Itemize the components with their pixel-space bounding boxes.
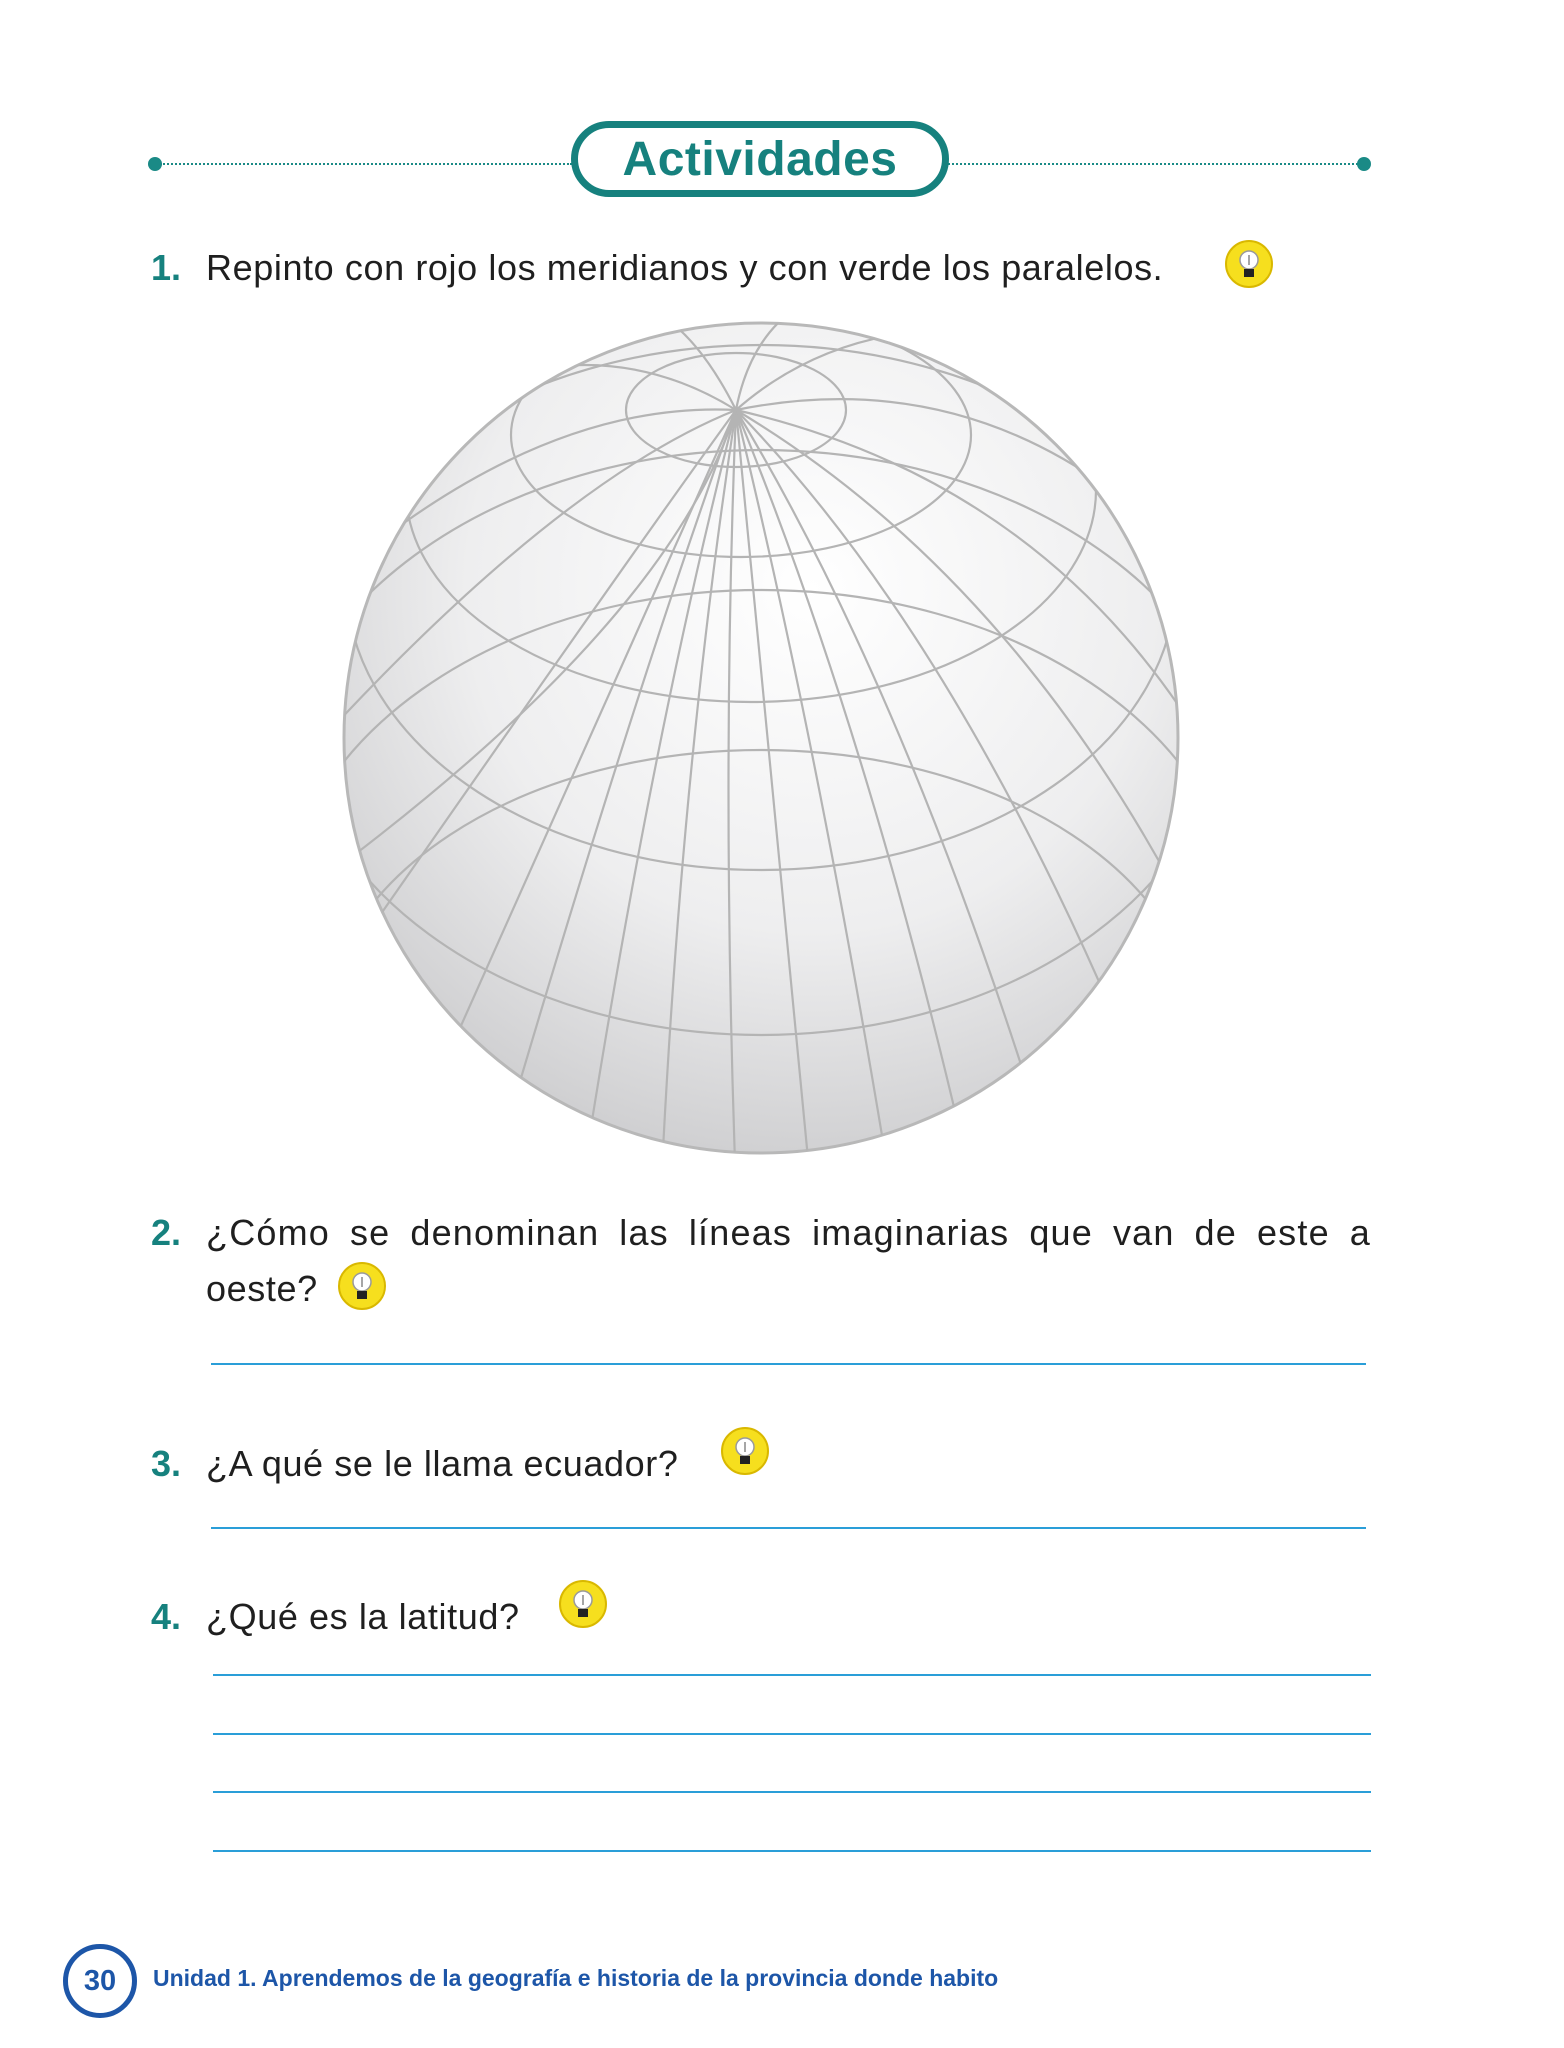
header-dot-right: [1357, 157, 1371, 171]
question-1-number: 1.: [151, 247, 182, 288]
activities-title: Actividades: [622, 132, 898, 186]
question-2-number: 2.: [151, 1212, 182, 1253]
answer-line-q4-2[interactable]: [213, 1733, 1371, 1735]
globe-illustration: [341, 320, 1181, 1155]
question-4-text: ¿Qué es la latitud?: [206, 1596, 520, 1637]
lightbulb-icon: [558, 1579, 608, 1629]
page-number-badge: [63, 1944, 137, 2018]
lightbulb-icon: [337, 1261, 387, 1311]
answer-line-q2[interactable]: [211, 1363, 1366, 1365]
activities-header: [571, 121, 949, 197]
question-1-text: Repinto con rojo los meridianos y con verde los paralelos.: [206, 247, 1164, 288]
lightbulb-icon: [720, 1426, 770, 1476]
unit-title: Unidad 1. Aprendemos de la geografía e historia de la provincia donde habito: [153, 1965, 999, 1991]
answer-line-q3[interactable]: [211, 1527, 1366, 1529]
answer-line-q4-4[interactable]: [213, 1850, 1371, 1852]
answer-line-q4-3[interactable]: [213, 1791, 1371, 1793]
header-dot-left: [148, 157, 162, 171]
answer-line-q4-1[interactable]: [213, 1674, 1371, 1676]
header-dotted-line-right: [948, 163, 1362, 165]
lightbulb-icon: [1224, 239, 1274, 289]
question-2-text-line-1: ¿Cómo se denominan las líneas imaginarias que van de este a: [206, 1212, 1371, 1253]
question-3-number: 3.: [151, 1443, 182, 1484]
question-3-text: ¿A qué se le llama ecuador?: [206, 1443, 679, 1484]
header-dotted-line-left: [160, 163, 572, 165]
question-2-text-line-2: oeste?: [206, 1268, 318, 1309]
page-number: 30: [83, 1964, 117, 1997]
question-4-number: 4.: [151, 1596, 182, 1637]
